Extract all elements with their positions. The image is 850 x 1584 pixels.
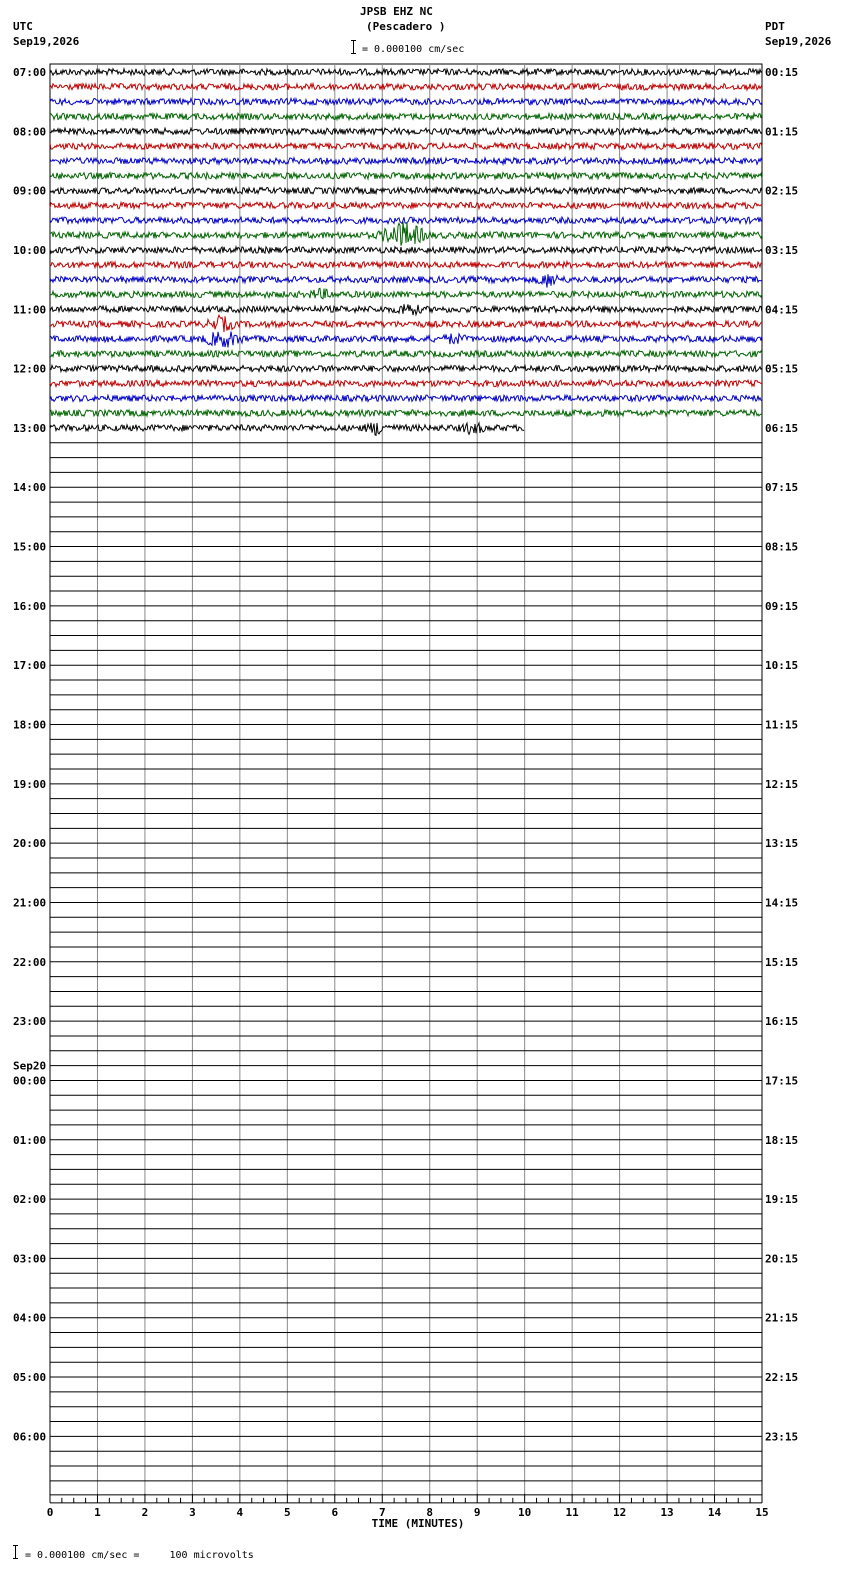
trace-row — [50, 395, 762, 401]
x-tick-label: 5 — [284, 1505, 291, 1519]
x-tick-label: 9 — [473, 1505, 481, 1519]
left-hour-label: 19:00 — [13, 777, 47, 791]
x-tick-label: 15 — [755, 1505, 769, 1519]
scale-text: = 0.000100 cm/sec — [362, 44, 465, 55]
left-hour-label: 22:00 — [13, 955, 47, 969]
footer-scale-icon — [13, 1545, 18, 1559]
trace-row — [50, 410, 762, 416]
trace-row — [50, 247, 762, 253]
trace-row — [50, 143, 762, 149]
left-hour-label: 00:00 — [13, 1074, 47, 1088]
right-hour-label: 14:15 — [765, 896, 799, 910]
x-tick-label: 11 — [565, 1505, 579, 1519]
trace-row — [50, 202, 762, 208]
trace-row — [50, 262, 762, 268]
x-tick-label: 7 — [378, 1505, 386, 1519]
trace-row — [50, 188, 762, 194]
trace-row — [50, 222, 762, 246]
trace-row — [50, 274, 762, 287]
x-tick-label: 4 — [236, 1505, 244, 1519]
right-hour-label: 10:15 — [765, 659, 799, 673]
right-hour-label: 05:15 — [765, 362, 799, 376]
right-hour-label: 23:15 — [765, 1430, 799, 1444]
x-tick-label: 2 — [141, 1505, 149, 1519]
left-hour-label: 03:00 — [13, 1252, 47, 1266]
trace-row — [50, 99, 762, 105]
trace-row — [50, 158, 762, 164]
left-hour-label: 10:00 — [13, 243, 47, 257]
x-tick-label: 6 — [331, 1505, 339, 1519]
right-hour-label: 11:15 — [765, 718, 799, 732]
left-hour-label: 06:00 — [13, 1430, 47, 1444]
right-hour-label: 03:15 — [765, 243, 799, 257]
left-hour-label: 02:00 — [13, 1193, 47, 1207]
trace-row — [50, 304, 762, 315]
trace-row — [50, 128, 762, 134]
right-hour-label: 15:15 — [765, 955, 799, 969]
date-change-label: Sep20 — [13, 1059, 47, 1073]
trace-row — [50, 84, 762, 90]
left-hour-label: 01:00 — [13, 1133, 47, 1147]
left-hour-label: 09:00 — [13, 184, 47, 198]
right-hour-label: 12:15 — [765, 777, 799, 791]
right-hour-label: 16:15 — [765, 1015, 799, 1029]
trace-row — [50, 288, 762, 298]
left-date: Sep19,2026 — [13, 35, 80, 48]
trace-row — [50, 315, 762, 332]
left-hour-label: 07:00 — [13, 66, 47, 79]
x-axis-label: TIME (MINUTES) — [371, 1516, 465, 1530]
right-hour-label: 08:15 — [765, 540, 799, 554]
left-hour-label: 14:00 — [13, 481, 47, 495]
left-hour-label: 13:00 — [13, 421, 47, 435]
trace-row — [50, 173, 762, 179]
left-timezone: UTC — [13, 20, 33, 33]
left-hour-label: 05:00 — [13, 1371, 47, 1385]
trace-row — [50, 217, 762, 223]
left-hour-label: 08:00 — [13, 125, 47, 139]
x-tick-label: 12 — [612, 1505, 627, 1519]
left-hour-label: 15:00 — [13, 540, 47, 554]
x-tick-label: 3 — [189, 1505, 196, 1519]
x-tick-label: 0 — [46, 1505, 54, 1519]
x-tick-label: 8 — [426, 1505, 434, 1519]
trace-row — [50, 380, 762, 386]
right-hour-label: 07:15 — [765, 481, 799, 495]
right-hour-label: 21:15 — [765, 1311, 799, 1325]
station-location: (Pescadero ) — [366, 20, 446, 33]
right-hour-label: 01:15 — [765, 125, 799, 139]
trace-row — [50, 113, 762, 119]
right-hour-label: 00:15 — [765, 66, 799, 79]
right-hour-label: 17:15 — [765, 1074, 799, 1088]
left-hour-label: 04:00 — [13, 1311, 47, 1325]
left-hour-label: 21:00 — [13, 896, 47, 910]
left-hour-label: 16:00 — [13, 599, 47, 613]
right-hour-label: 04:15 — [765, 303, 799, 317]
right-timezone: PDT — [765, 20, 785, 33]
right-hour-label: 20:15 — [765, 1252, 799, 1266]
right-hour-label: 02:15 — [765, 184, 799, 198]
right-hour-label: 06:15 — [765, 421, 799, 435]
x-tick-label: 1 — [94, 1505, 101, 1519]
right-hour-label: 13:15 — [765, 837, 799, 851]
right-hour-label: 19:15 — [765, 1193, 799, 1207]
left-hour-label: 12:00 — [13, 362, 47, 376]
left-hour-label: 18:00 — [13, 718, 47, 732]
left-hour-label: 20:00 — [13, 837, 47, 851]
right-hour-label: 18:15 — [765, 1133, 799, 1147]
trace-row — [50, 332, 762, 348]
right-date: Sep19,2026 — [765, 35, 832, 48]
x-tick-label: 10 — [518, 1505, 532, 1519]
x-tick-label: 14 — [707, 1505, 722, 1519]
x-tick-label: 13 — [660, 1505, 674, 1519]
left-hour-label: 17:00 — [13, 659, 47, 673]
left-hour-label: 11:00 — [13, 303, 47, 317]
trace-row — [50, 69, 762, 75]
station-title: JPSB EHZ NC — [360, 5, 433, 18]
trace-row — [50, 365, 762, 371]
right-hour-label: 09:15 — [765, 599, 799, 613]
left-hour-label: 23:00 — [13, 1015, 47, 1029]
trace-row — [50, 351, 762, 357]
right-hour-label: 22:15 — [765, 1371, 799, 1385]
footer-scale-text: = 0.000100 cm/sec = 100 microvolts — [25, 1550, 254, 1561]
